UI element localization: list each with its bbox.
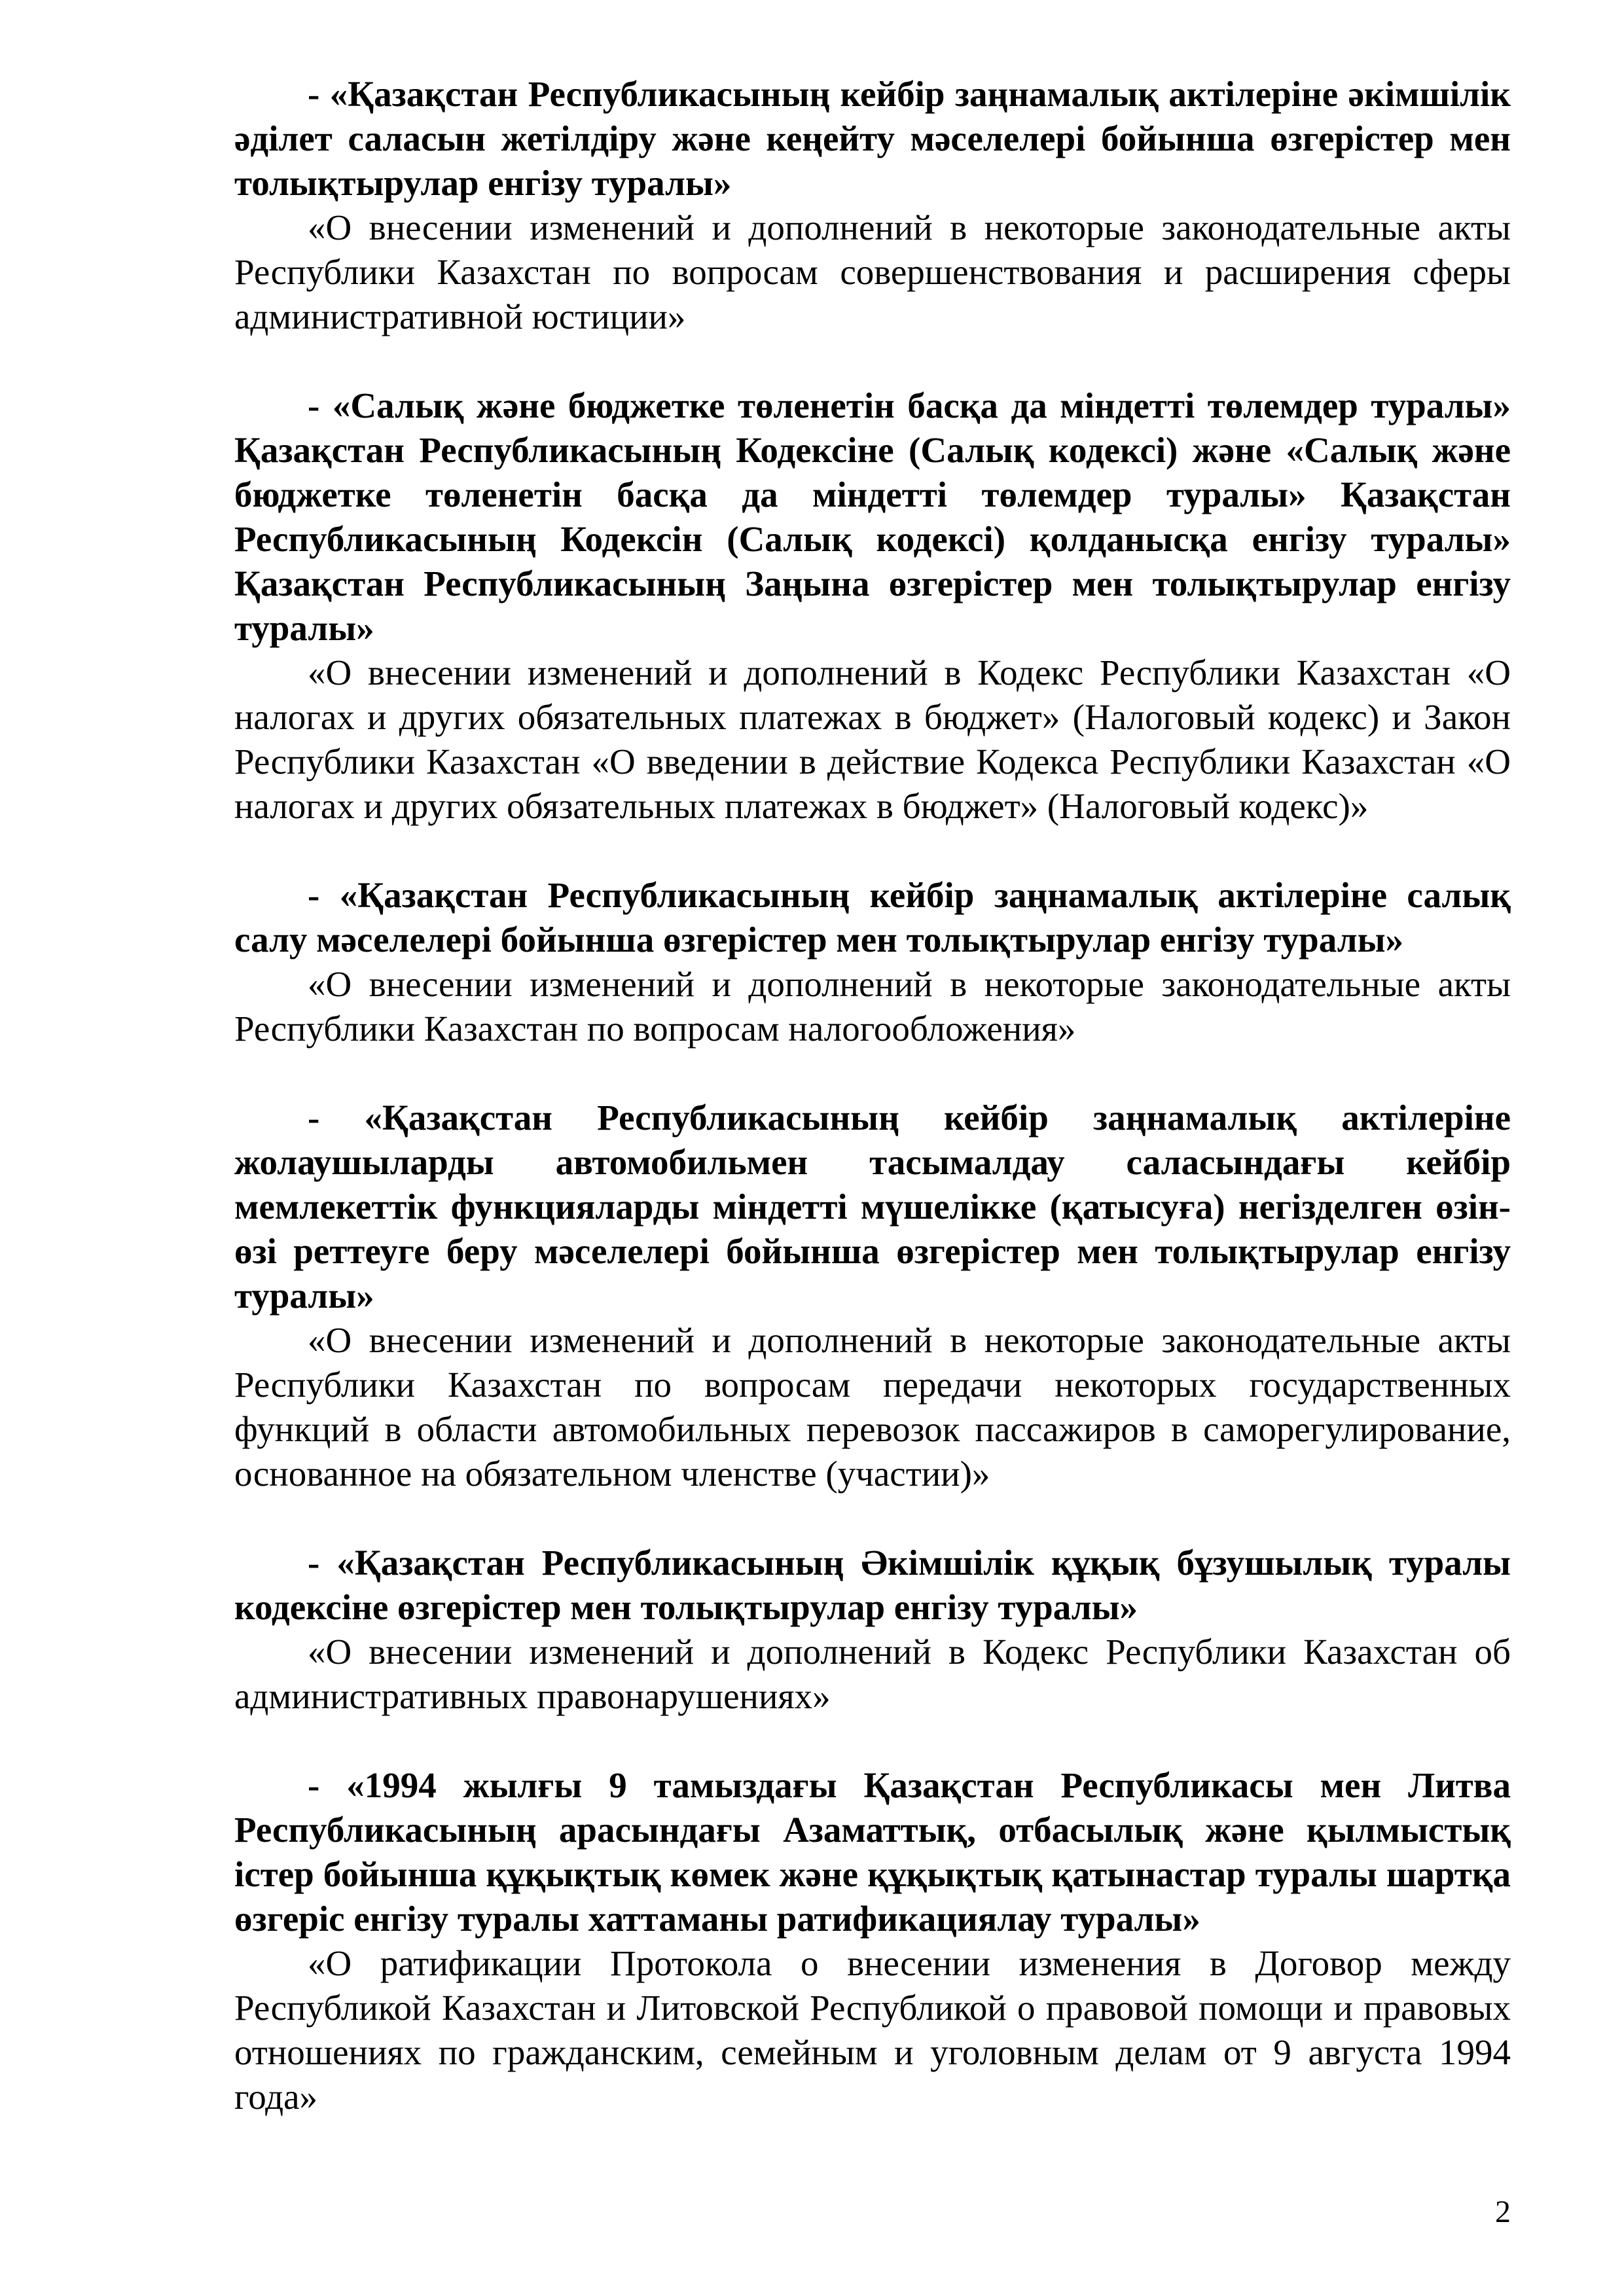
kazakh-title: - «1994 жылғы 9 тамыздағы Қазақстан Республикасы мен Литва Республикасының арасындағы Азаматтық, отбасылық және қылмыстық істер бойынша құқықтық көмек және құқықтық қатынастар туралы шартқа өзгеріс енгізу туралы хаттаманы ратификациялау туралы» <box>234 1765 1511 1939</box>
page-number: 2 <box>1495 2195 1511 2229</box>
russian-title: «О внесении изменений и дополнений в некоторые законодательные акты Республики Казахстан по вопросам налогообложения» <box>234 964 1511 1049</box>
kazakh-title: - «Қазақстан Республикасының Әкімшілік құқық бұзушылық туралы кодексіне өзгерістер мен толықтырулар енгізу туралы» <box>234 1543 1511 1627</box>
russian-title: «О внесении изменений и дополнений в Кодекс Республики Казахстан «О налогах и других обязательных платежах в бюджет» (Налоговый кодекс) и Закон Республики Казахстан «О введении в действие Кодекса Республики Казахстан «О налогах и других обязательных платежах в бюджет» (Налоговый кодекс)» <box>234 653 1511 826</box>
law-entry <box>234 1763 1511 2119</box>
law-entry <box>234 384 1511 829</box>
kazakh-title: - «Қазақстан Республикасының кейбір заңнамалық актілеріне әкімшілік әділет саласын жетілдіру және кеңейту мәселелері бойынша өзгерістер мен толықтырулар енгізу туралы» <box>234 74 1511 203</box>
russian-title: «О внесении изменений и дополнений в некоторые законодательные акты Республики Казахстан по вопросам совершенствования и расширения сферы административной юстиции» <box>234 207 1511 336</box>
kazakh-title: - «Қазақстан Республикасының кейбір заңнамалық актілеріне салық салу мәселелері бойынша өзгерістер мен толықтырулар енгізу туралы» <box>234 875 1511 960</box>
russian-title: «О ратификации Протокола о внесении изменения в Договор между Республикой Казахстан и Литовской Республикой о правовой помощи и правовых отношениях по гражданским, семейным и уголовным делам от 9 августа 1994 года» <box>234 1943 1511 2117</box>
document-body <box>234 72 1511 2119</box>
law-entry <box>234 72 1511 339</box>
russian-title: «О внесении изменений и дополнений в Кодекс Республики Казахстан об административных правонарушениях» <box>234 1632 1511 1716</box>
law-entry <box>234 1096 1511 1496</box>
law-entry <box>234 1541 1511 1719</box>
kazakh-title: - «Қазақстан Республикасының кейбір заңнамалық актілеріне жолаушыларды автомобильмен тасымалдау саласындағы кейбір мемлекеттік функцияларды міндетті мүшелікке (қатысуға) негізделген өзін-өзі реттеуге беру мәселелері бойынша өзгерістер мен толықтырулар енгізу туралы» <box>234 1098 1511 1316</box>
kazakh-title: - «Салық және бюджетке төленетін басқа да міндетті төлемдер туралы» Қазақстан Республикасының Кодексіне (Салық кодексі) және «Салық және бюджетке төленетін басқа да міндетті төлемдер туралы» Қазақстан Республикасының Кодексін (Салық кодексі) қолданысқа енгізу туралы» Қазақстан Республикасының Заңына өзгерістер мен толықтырулар енгізу туралы» <box>234 386 1511 648</box>
russian-title: «О внесении изменений и дополнений в некоторые законодательные акты Республики Казахстан по вопросам передачи некоторых государственных функций в области автомобильных перевозок пассажиров в саморегулирование, основанное на обязательном членстве (участии)» <box>234 1320 1511 1494</box>
law-entry <box>234 873 1511 1051</box>
